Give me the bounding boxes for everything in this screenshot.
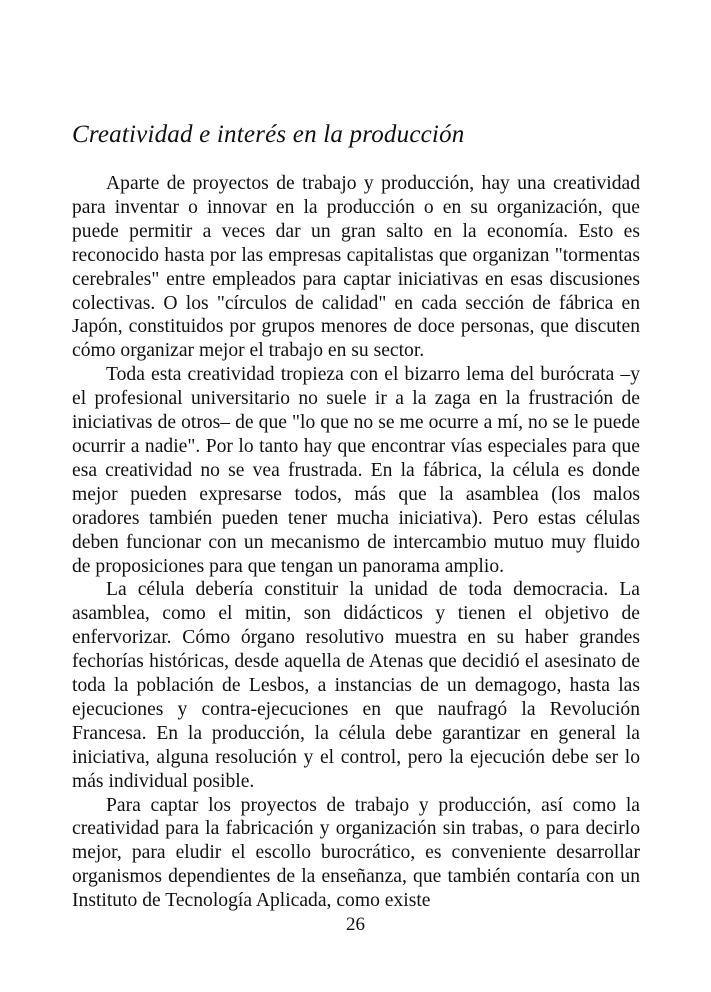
paragraph: La célula debería constituir la unidad de toda democracia. La asamblea, como el mitin, son didácticos y tienen el objetivo de enfervorizar. Cómo órgano resolutivo muestra en su haber grandes fechorías históricas, desde aquella de Atenas que decidió el asesinato de toda la población de Lesbos, a instancias de un demagogo, hasta las ejecuciones y contra-ejecuciones en que naufragó la Revolución Francesa. En la producción, la célula debe garantizar en general la iniciativa, alguna resolución y el control, pero la ejecución debe ser lo más individual posible.: [72, 579, 640, 792]
paragraph: Para captar los proyectos de trabajo y producción, así como la creatividad para la fabricación y organización sin trabas, o para decirlo mejor, para eludir el escollo burocrático, es conveniente desarrollar organismos dependientes de la enseñanza, que también contaría con un Instituto de Tecnología Aplicada, como existe: [72, 794, 640, 912]
paragraph: Toda esta creatividad tropieza con el bizarro lema del burócrata –y el profesional universitario no suele ir a la zaga en la frustración de iniciativas de otros– de que "lo que no se me ocurre a mí, no se le puede ocurrir a nadie". Por lo tanto hay que encontrar vías especiales para que esa creatividad no se vea frustrada. En la fábrica, la célula es donde mejor pueden expresarse todos, más que la asamblea (los malos oradores también pueden tener mucha iniciativa). Pero estas células deben funcionar con un mecanismo de intercambio mutuo muy fluido de proposiciones para que tengan un panorama amplio.: [72, 364, 640, 577]
page-number: 26: [346, 914, 365, 935]
body-text: [72, 172, 640, 913]
paragraph: Aparte de proyectos de trabajo y producción, hay una creatividad para inventar o innovar en la producción o en su organización, que puede permitir a veces dar un gran salto en la economía. Esto es reconocido hasta por las empresas capitalistas que organizan "tormentas cerebrales" entre empleados para captar iniciativas en esas discusiones colectivas. O los "círculos de calidad" en cada sección de fábrica en Japón, constituidos por grupos menores de doce personas, que discuten cómo organizar mejor el trabajo en su sector.: [72, 173, 640, 362]
section-title: Creatividad e interés en la producción: [72, 121, 465, 148]
